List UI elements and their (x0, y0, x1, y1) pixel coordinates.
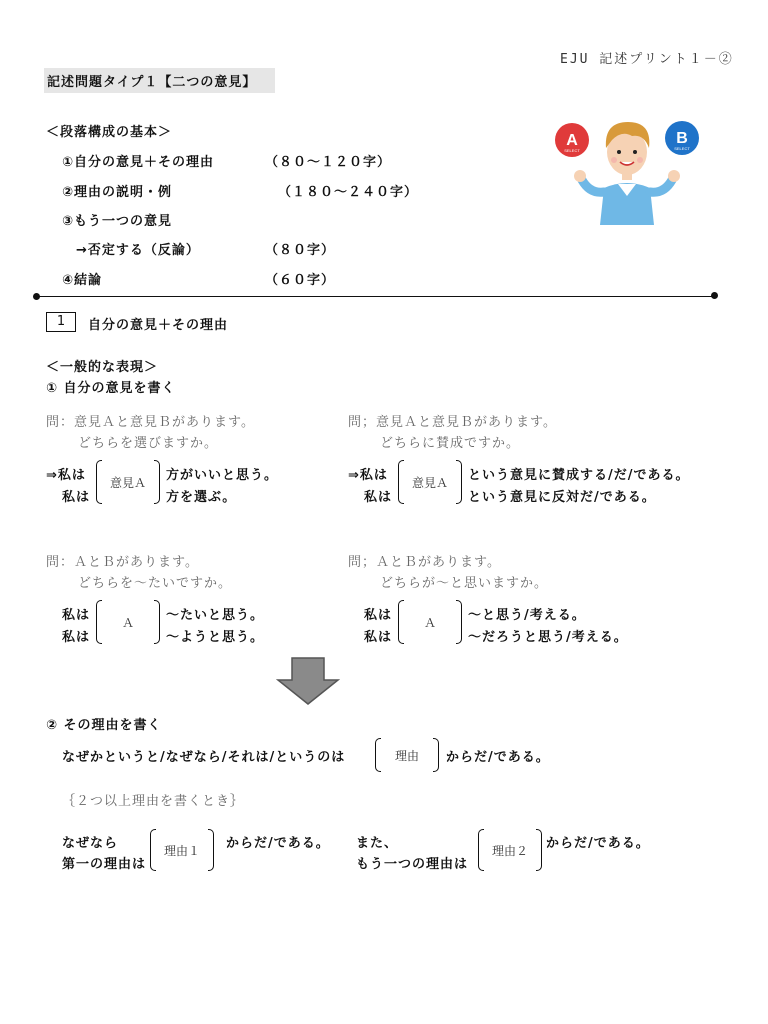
reason-left-pre2: 第一の理由は (62, 857, 147, 872)
reason-right-post: からだ/である。 (546, 836, 650, 851)
structure-count-3: （８０字） (265, 243, 336, 258)
structure-item-1: ①自分の意見＋その理由 (62, 155, 215, 170)
page-title: 記述問題タイプ１【二つの意見】 (44, 68, 275, 93)
answer-3-post1: ～たいと思う。 (166, 608, 265, 623)
answer-2-post1: という意見に賛成する/だ/である。 (468, 468, 690, 483)
structure-count-2: （１８０～２４０字） (278, 185, 419, 200)
reason-right-pre2: もう一つの理由は (356, 857, 469, 872)
sub-heading-2: ② その理由を書く (46, 718, 162, 733)
answer-2-pre2: 私は (364, 490, 393, 505)
answer-2-pre1: ⇒私は (348, 468, 388, 483)
answer-1-bracket (96, 460, 160, 504)
print-id: EJU 記述プリント１－② (560, 52, 734, 67)
person-icon (552, 110, 702, 225)
structure-count-1: （８０～１２０字） (265, 155, 392, 170)
answer-4-post2: ～だろうと思う/考える。 (468, 630, 628, 645)
answer-3-bracket (96, 600, 160, 644)
section-number-box: 1 (46, 312, 76, 332)
reason-left-post: からだ/である。 (226, 836, 330, 851)
reason-box: 理由 (394, 748, 419, 763)
question-4-line2: どちらが～と思いますか。 (380, 576, 549, 591)
answer-3-pre1: 私は (62, 608, 91, 623)
structure-item-3: ③もう一つの意見 (62, 214, 173, 229)
reason-right-bracket (478, 829, 542, 871)
structure-count-4: （６０字） (265, 273, 336, 288)
structure-item-4: ④結論 (62, 273, 103, 288)
question-3-line1: 問：ＡとＢがあります。 (46, 555, 199, 570)
answer-1-post2: 方を選ぶ。 (166, 490, 237, 505)
structure-item-3-sub: →否定する（反論） (62, 243, 200, 258)
reason-prefix: なぜかというと/なぜなら/それは/というのは (62, 750, 346, 765)
question-3-line2: どちらを～たいですか。 (78, 576, 233, 591)
answer-4-pre1: 私は (364, 608, 393, 623)
general-heading: ＜一般的な表現＞ (46, 360, 159, 375)
badge-a-sub: SELECT (564, 148, 580, 153)
down-arrow-icon (276, 656, 340, 710)
question-4-line1: 問；ＡとＢがあります。 (348, 555, 501, 570)
answer-2-box: 意見Ａ (411, 475, 448, 490)
divider-line (37, 296, 715, 297)
question-1-line1: 問：意見Ａと意見Ｂがあります。 (46, 415, 255, 430)
person-choosing-illustration (552, 110, 702, 225)
structure-item-2: ②理由の説明・例 (62, 185, 173, 200)
section-title: 自分の意見＋その理由 (88, 318, 229, 333)
sub-heading-1: ① 自分の意見を書く (46, 381, 176, 396)
reason-bracket (375, 738, 439, 772)
answer-1-box: 意見Ａ (109, 475, 146, 490)
badge-b-label: B (676, 130, 688, 147)
answer-3-box: Ａ (121, 615, 134, 630)
question-2-line2: どちらに賛成ですか。 (380, 436, 521, 451)
reason-left-box: 理由１ (163, 843, 200, 858)
answer-4-pre2: 私は (364, 630, 393, 645)
badge-a-label: A (566, 132, 578, 149)
answer-2-bracket (398, 460, 462, 504)
answer-4-bracket (398, 600, 462, 644)
question-2-line1: 問；意見Ａと意見Ｂがあります。 (348, 415, 557, 430)
structure-heading: ＜段落構成の基本＞ (46, 125, 173, 140)
reason-left-pre1: なぜなら (62, 836, 119, 851)
reason-left-bracket (150, 829, 214, 871)
answer-4-box: Ａ (423, 615, 436, 630)
answer-1-pre2: 私は (62, 490, 91, 505)
reason-right-box: 理由２ (491, 843, 528, 858)
answer-3-post2: ～ようと思う。 (166, 630, 265, 645)
question-1-line2: どちらを選びますか。 (78, 436, 219, 451)
multiple-reasons-note: ｛２つ以上理由を書くとき｝ (62, 794, 245, 809)
badge-b-sub: SELECT (674, 146, 690, 151)
answer-3-pre2: 私は (62, 630, 91, 645)
answer-4-post1: ～と思う/考える。 (468, 608, 586, 623)
reason-suffix: からだ/である。 (446, 750, 550, 765)
answer-1-pre1: ⇒私は (46, 468, 86, 483)
divider-dot-right (711, 292, 718, 299)
answer-1-post1: 方がいいと思う。 (166, 468, 279, 483)
answer-2-post2: という意見に反対だ/である。 (468, 490, 656, 505)
reason-right-pre1: また、 (356, 836, 399, 851)
